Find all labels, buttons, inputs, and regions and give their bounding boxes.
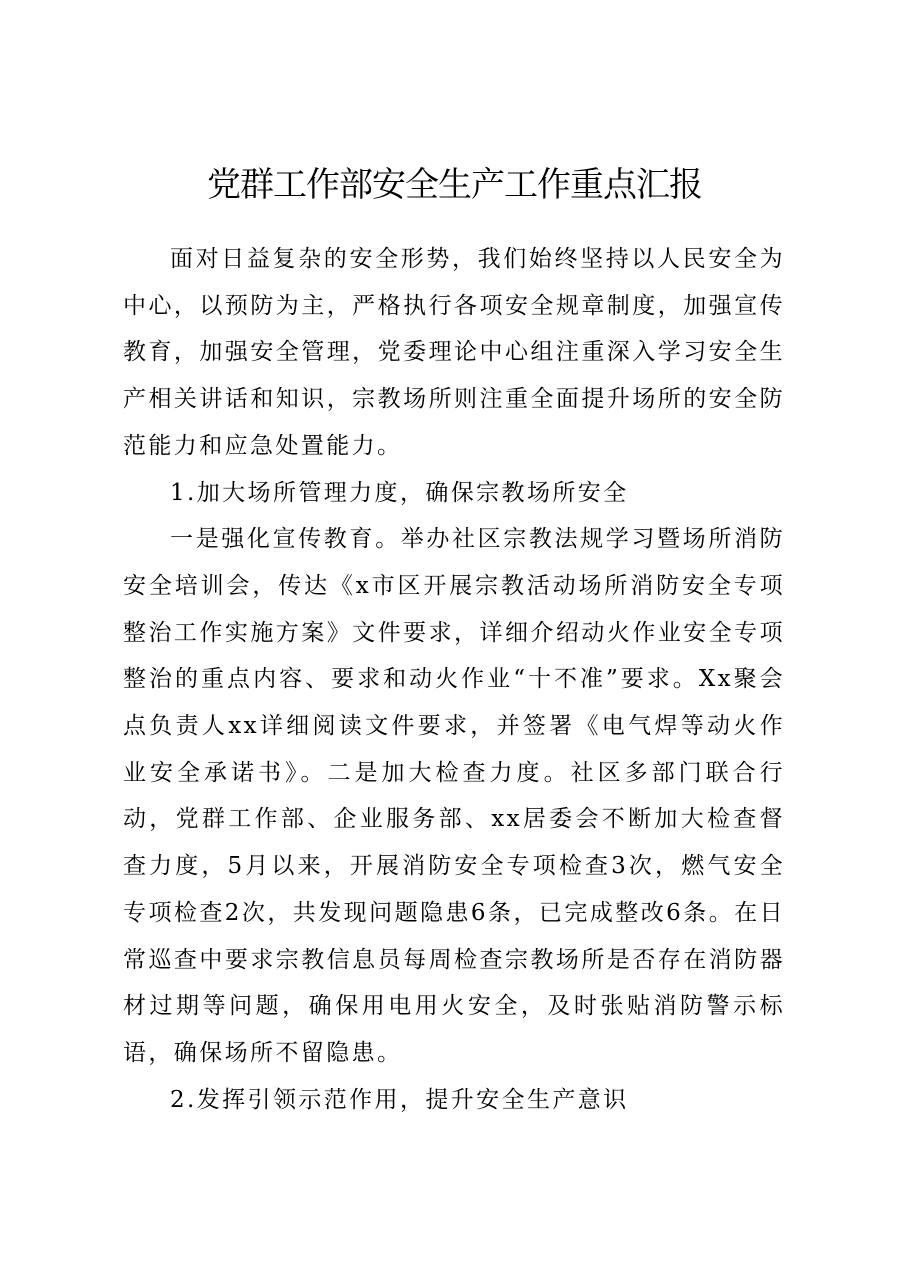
document-title: 党群工作部安全生产工作重点汇报: [207, 165, 702, 205]
document-body: [123, 236, 785, 1123]
section-heading-2: 2.发挥引领示范作用，提升安全生产意识: [170, 1086, 629, 1113]
section-heading-1: 1.加大场所管理力度，确保宗教场所安全: [170, 479, 629, 506]
intro-paragraph: 面对日益复杂的安全形势，我们始终坚持以人民安全为中心，以预防为主，严格执行各项安全规章制度，加强宣传教育，加强安全管理，党委理论中心组注重深入学习安全生产相关讲话和知识，宗教场所则注重全面提升场所的安全防范能力和应急处置能力。: [123, 246, 785, 459]
section-1-paragraph: 一是强化宣传教育。举办社区宗教法规学习暨场所消防安全培训会，传达《x市区开展宗教活动场所消防安全专项整治工作实施方案》文件要求，详细介绍动火作业安全专项整治的重点内容、要求和动火作业“十不准”要求。Xx聚会点负责人xx详细阅读文件要求，并签署《电气焊等动火作业安全承诺书》。二是加大检查力度。社区多部门联合行动，党群工作部、企业服务部、xx居委会不断加大检查督查力度，5月以来，开展消防安全专项检查3次，燃气安全专项检查2次，共发现问题隐患6条，已完成整改6条。在日常巡查中要求宗教信息员每周检查宗教场所是否存在消防器材过期等问题，确保用电用火安全，及时张贴消防警示标语，确保场所不留隐患。: [123, 526, 785, 1066]
